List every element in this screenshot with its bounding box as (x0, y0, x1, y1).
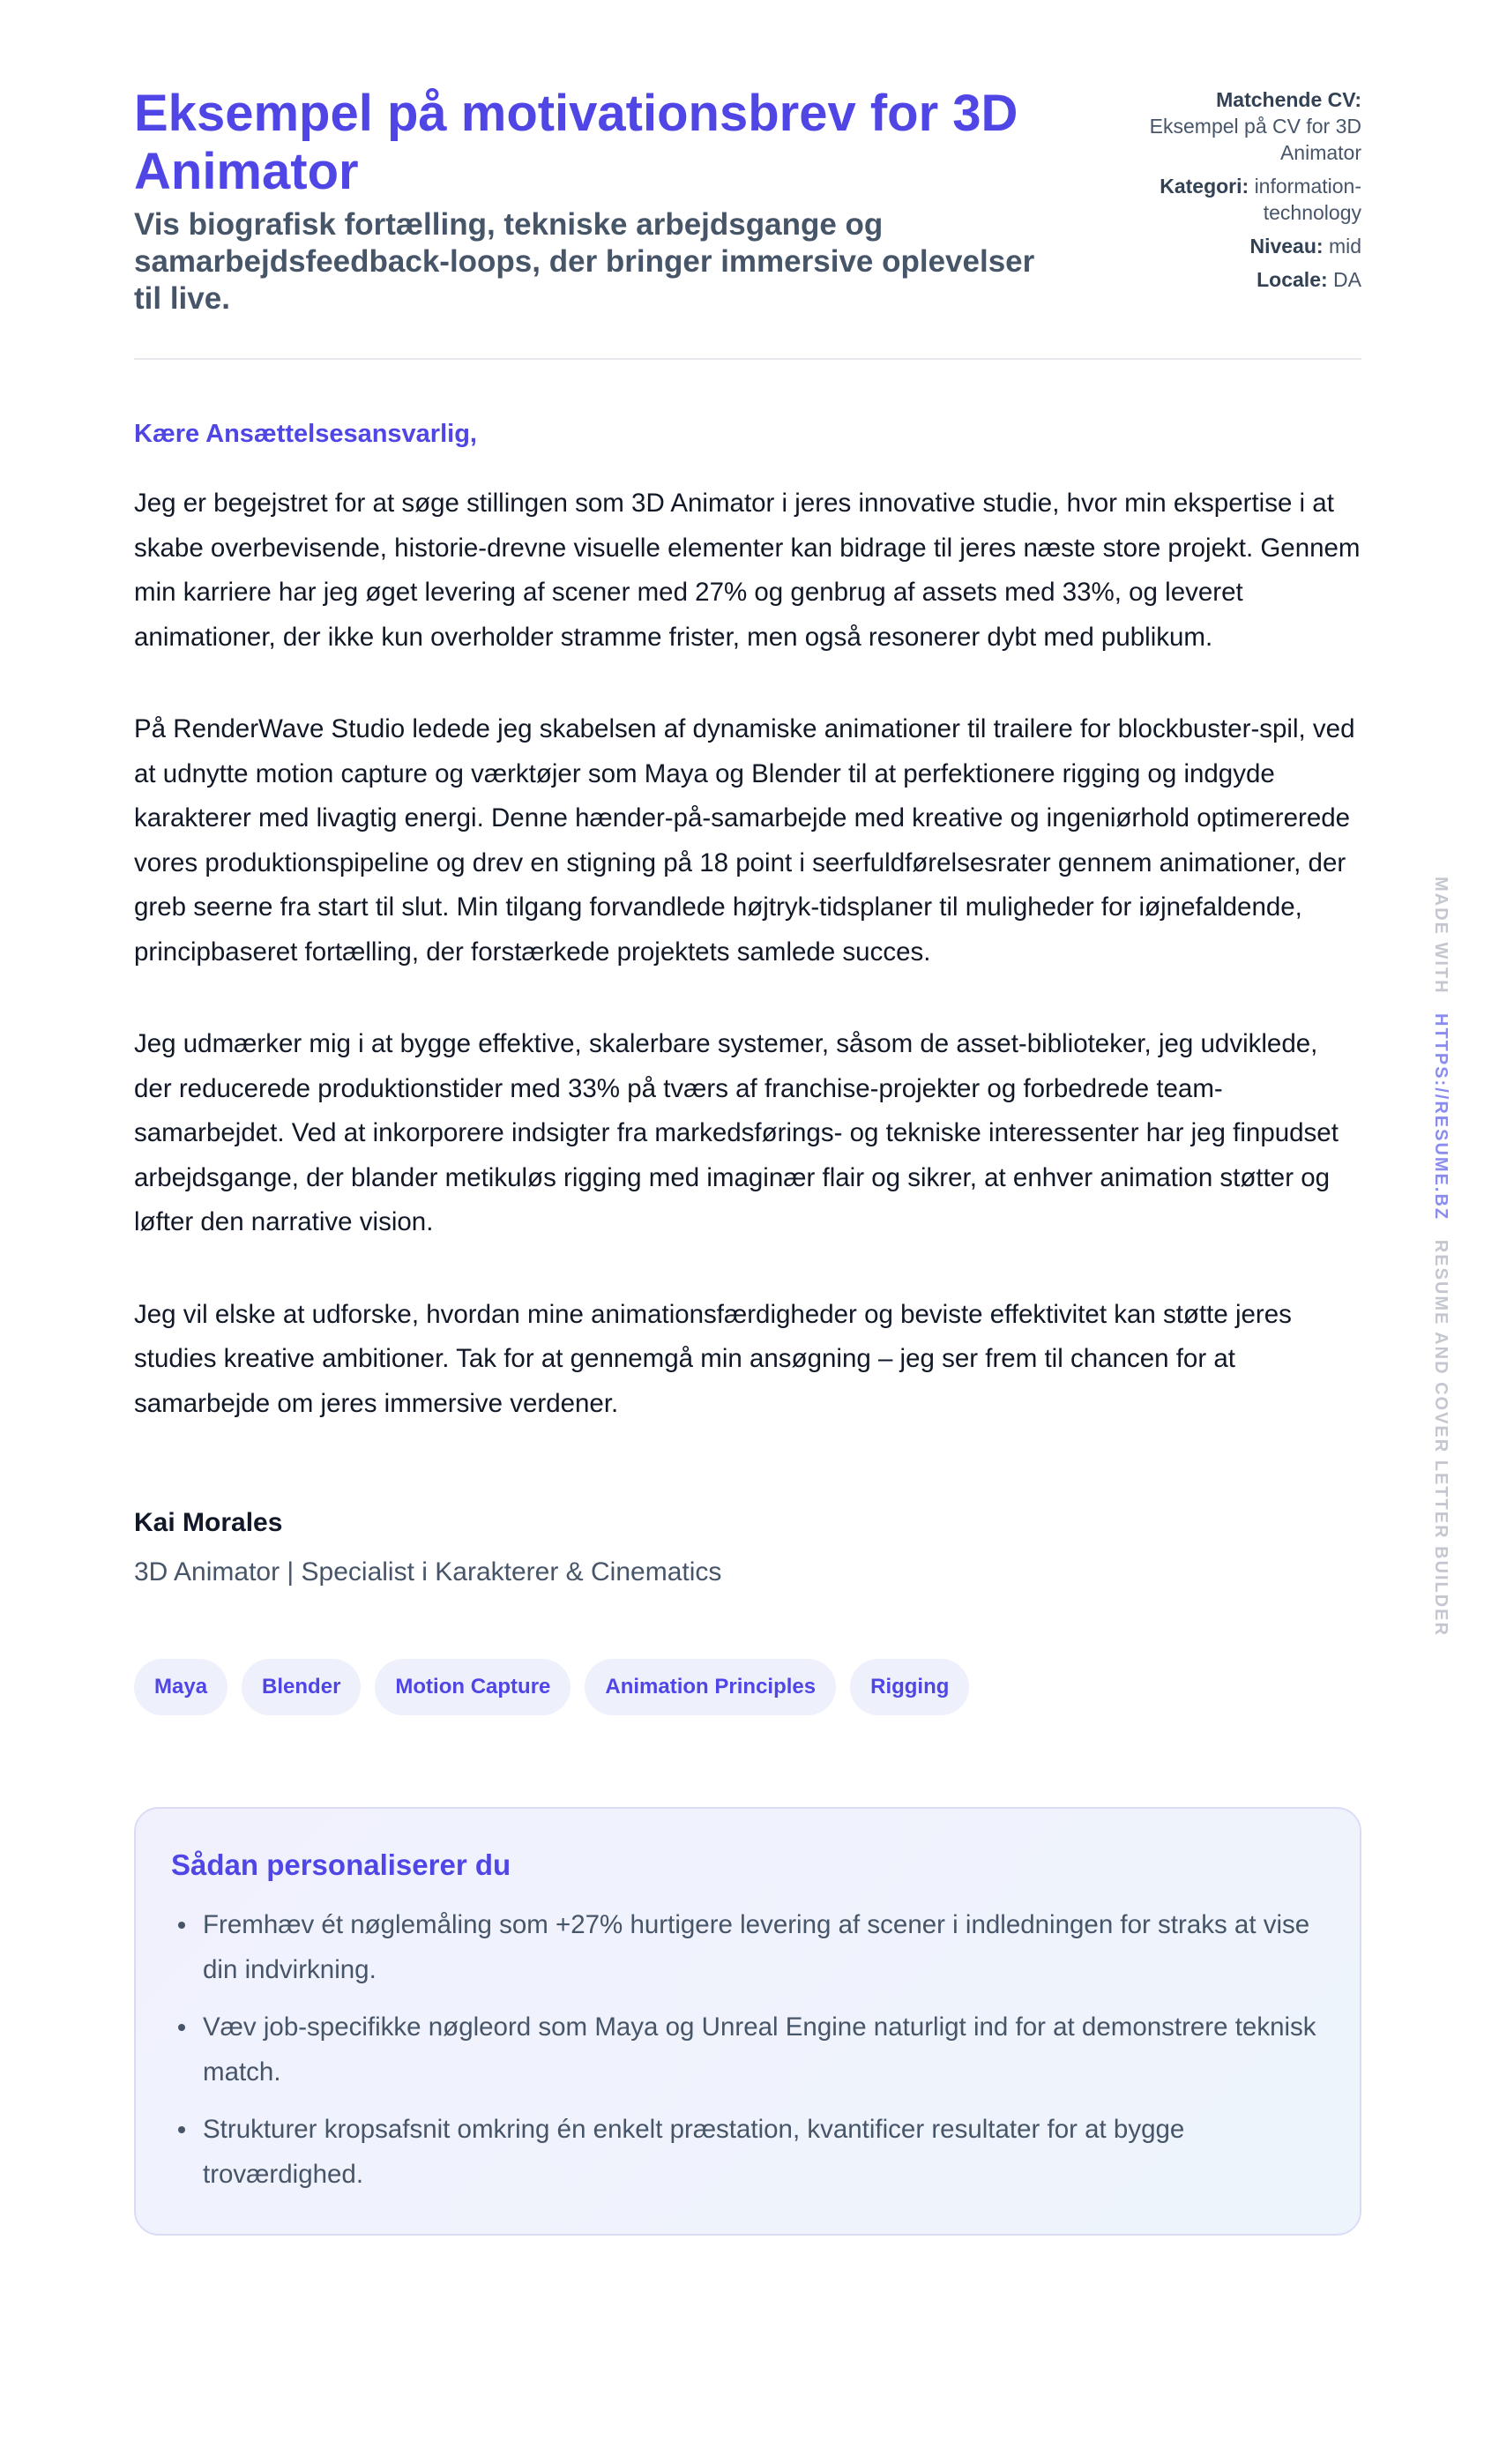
meta-panel (1097, 86, 1361, 300)
meta-level (1097, 233, 1361, 259)
tips-item (203, 2005, 1324, 2094)
letter-body (134, 482, 1361, 1426)
page-subtitle: Vis biografisk fortælling, tekniske arbejdsgange og samarbejdsfeedback-loops, der bringer immersive oplevelser til live. (134, 207, 1035, 316)
meta-category-value: information-technology (1254, 175, 1361, 224)
tips-item (203, 2107, 1324, 2197)
skill-tags (134, 1659, 1361, 1715)
signature-name: Kai Morales (134, 1508, 283, 1537)
meta-level-value: mid (1328, 235, 1361, 258)
skill-tag-rigging: Rigging (850, 1659, 969, 1715)
letter-greeting: Kære Ansættelsesansvarlig, (134, 420, 477, 448)
signature-title: 3D Animator | Specialist i Karakterer & Cinematics (134, 1557, 722, 1587)
tips-title: Sådan personaliserer du (171, 1848, 511, 1881)
bullet-icon (178, 2126, 185, 2133)
meta-matching-cv (1097, 86, 1361, 166)
meta-category (1097, 173, 1361, 226)
letter-paragraph: Jeg udmærker mig i at bygge effektive, skalerbare systemer, såsom de asset-biblioteker, jeg udviklede, der reducerede produktionstider med 33% på tværs af franchise-projekter og forbedrede team-samarbejdet. Ved at inkorporere indsigter fra markedsførings- og tekniske interessenter har jeg finpudset arbejdsgange, der blander metikuløs rigging med imaginær flair og sikrer, at enhver animation støtter og løfter den narrative vision. (134, 1029, 1339, 1236)
bullet-icon (178, 2024, 185, 2031)
meta-locale-value: DA (1333, 268, 1361, 291)
meta-locale (1097, 266, 1361, 293)
letter-paragraph: På RenderWave Studio ledede jeg skabelsen af dynamiske animationer til trailere for blockbuster-spil, ved at udnytte motion capture og værktøjer som Maya og Blender til at perfektionere rigging og indgyde karakterer med livagtig energi. Denne hænder-på-samarbejde med kreative og ingeniørhold optimererede vores produktionspipeline og drev en stigning på 18 point i seerfuldførelsesrater gennem animationer, der greb seerne fra start til slut. Min tilgang forvandlede højtryk-tidsplaner til muligheder for iøjnefaldende, principbaseret fortælling, der forstærkede projektets samlede succes. (134, 714, 1355, 967)
meta-cv-label: Matchende CV: (1216, 88, 1361, 111)
meta-level-label: Niveau: (1249, 235, 1324, 258)
letter-paragraph: Jeg er begejstret for at søge stillingen som 3D Animator i jeres innovative studie, hvor min ekspertise i at skabe overbevisende, historie-drevne visuelle elementer kan bidrage til jeres næste store projekt. Gennem min karriere har jeg øget levering af scener med 27% og genbrug af assets med 33%, og leveret animationer, der ikke kun overholder stramme frister, men også resonerer dybt med publikum. (134, 489, 1361, 652)
bullet-icon (178, 1922, 185, 1929)
cover-letter-page (134, 85, 1361, 2236)
made-with-watermark (1430, 877, 1451, 1637)
meta-category-label: Kategori: (1160, 175, 1249, 198)
meta-locale-label: Locale: (1257, 268, 1328, 291)
watermark-suffix: RESUME AND COVER LETTER BUILDER (1431, 1239, 1451, 1637)
meta-cv-value: Eksempel på CV for 3D Animator (1149, 115, 1361, 164)
watermark-link[interactable]: HTTPS://RESUME.BZ (1431, 1013, 1451, 1221)
signature-block (134, 1505, 1361, 1590)
skill-tag-maya: Maya (134, 1659, 227, 1715)
page-title: Eksempel på motivationsbrev for 3D Animator (134, 85, 1018, 200)
tips-item-text: Fremhæv ét nøglemåling som +27% hurtigere levering af scener i indledningen for straks at vise din indvirkning. (203, 1910, 1310, 1984)
title-block (134, 85, 1051, 317)
letter-header (134, 85, 1361, 360)
skill-tag-blender: Blender (242, 1659, 361, 1715)
personalization-tips-box (134, 1807, 1361, 2236)
tips-list (171, 1902, 1324, 2197)
letter-paragraph: Jeg vil elske at udforske, hvordan mine animationsfærdigheder og beviste effektivitet kan støtte jeres studies kreative ambitioner. Tak for at gennemgå min ansøgning – jeg ser frem til chancen for at samarbejde om jeres immersive verdener. (134, 1299, 1292, 1418)
tips-item (203, 1902, 1324, 1992)
skill-tag-animation-principles: Animation Principles (585, 1659, 836, 1715)
watermark-prefix: MADE WITH (1431, 877, 1451, 995)
tips-item-text: Strukturer kropsafsnit omkring én enkelt præstation, kvantificer resultater for at bygge troværdighed. (203, 2115, 1185, 2189)
skill-tag-motion-capture: Motion Capture (375, 1659, 571, 1715)
tips-item-text: Væv job-specifikke nøgleord som Maya og Unreal Engine naturligt ind for at demonstrere teknisk match. (203, 2012, 1316, 2087)
